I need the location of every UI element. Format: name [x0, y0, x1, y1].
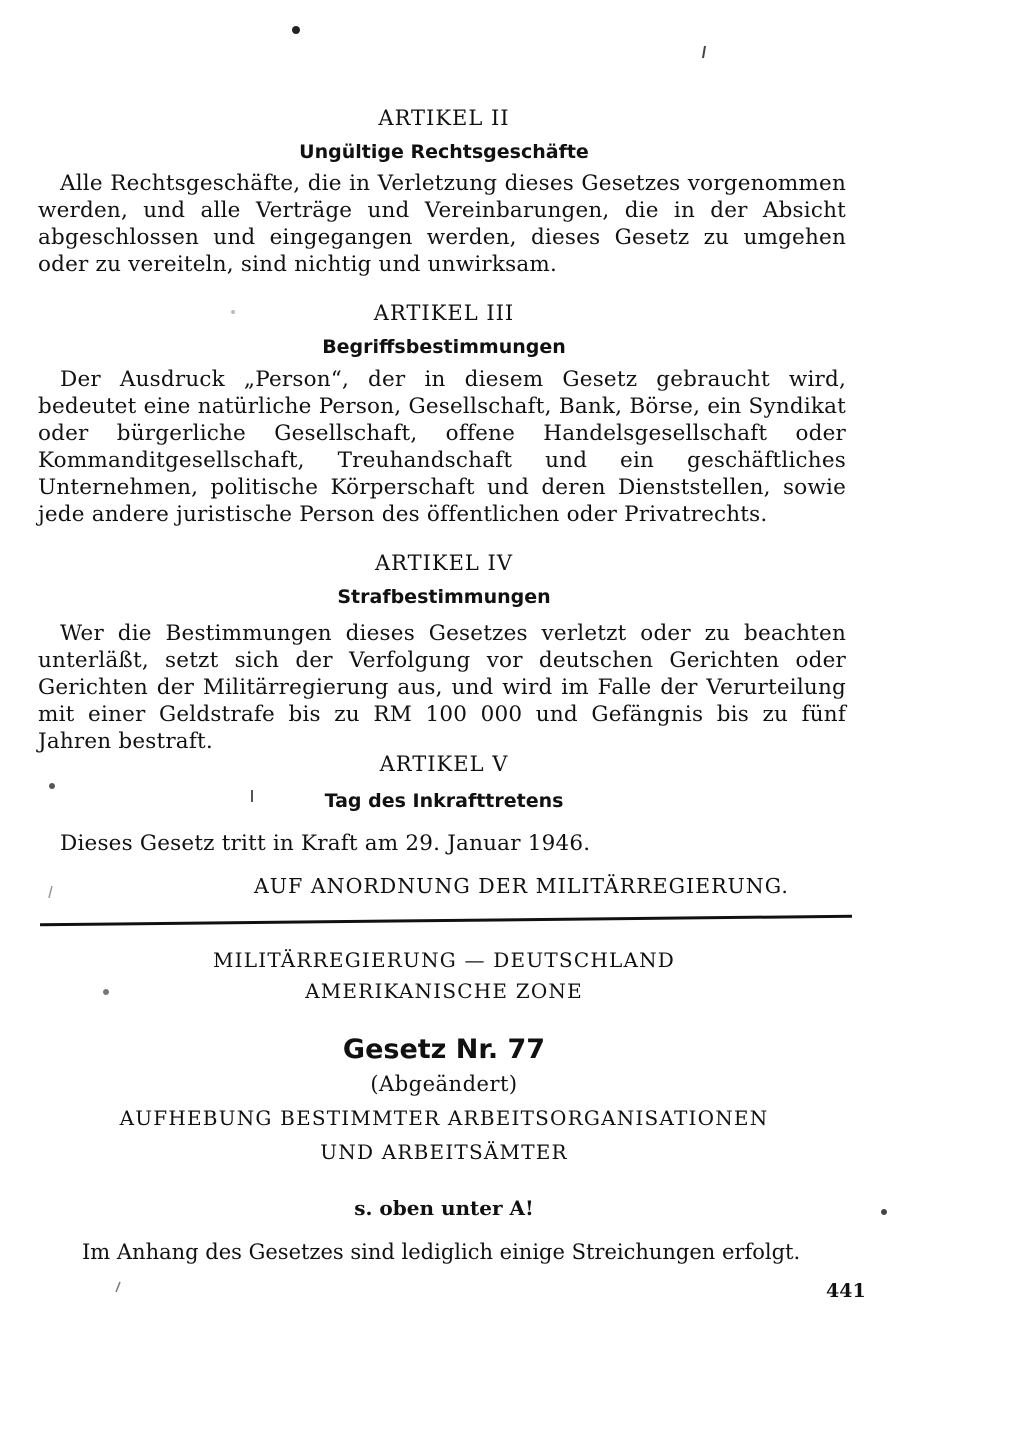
article-4-text: Wer die Bestimmungen dieses Gesetzes verletzt oder zu beachten unterläßt, setzt sich der Verfolgung vor deutschen Gerichten oder Gerichten der Militärregierung aus, und wird im Falle der Verurteilung mit einer Geldstrafe bis zu RM 100 000 und Gefängnis bis zu fünf Jahren bestraft. — [38, 621, 846, 754]
authority-line-2: AMERIKANISCHE ZONE — [305, 979, 583, 1003]
article-3-title: Begriffsbestimmungen — [322, 336, 566, 358]
law-title: Gesetz Nr. 77 — [342, 1034, 546, 1065]
article-2-text: Alle Rechtsgeschäfte, die in Verletzung dieses Gesetzes vorgenommen werden, und alle Verträge und Vereinbarungen, die in der Absicht abgeschlossen und eingegangen werden, dieses Gesetz zu umgehen oder zu vereiteln, sind nichtig und unwirksam. — [38, 171, 846, 277]
article-4-title: Strafbestimmungen — [337, 586, 551, 608]
law-amended-note: (Abgeändert) — [370, 1072, 518, 1096]
authority-line-1: MILITÄRREGIERUNG — DEUTSCHLAND — [212, 948, 676, 972]
article-2-title: Ungültige Rechtsgeschäfte — [299, 141, 589, 163]
article-3-text: Der Ausdruck „Person“, der in diesem Gesetz gebraucht wird, bedeutet eine natürliche Person, Gesellschaft, Bank, Börse, ein Syndikat oder bürgerliche Gesellschaft, offene Handelsgesellschaft oder Kommanditgesellschaft, Treuhandschaft und ein geschäftliches Unternehmen, politische Körperschaft und deren Dienststellen, sowie jede andere juristische Person des öffentlichen oder Privatrechts. — [38, 367, 846, 527]
article-2-heading: ARTIKEL II — [378, 106, 510, 130]
article-5-title: Tag des Inkrafttretens — [324, 790, 564, 812]
law-subject-line-1: AUFHEBUNG BESTIMMTER ARBEITSORGANISATIONEN — [119, 1106, 769, 1130]
law-subject-line-2: UND ARBEITSÄMTER — [320, 1140, 568, 1164]
article-5-text: Dieses Gesetz tritt in Kraft am 29. Januar 1946. — [60, 831, 591, 856]
law-reference: s. oben unter A! — [354, 1196, 534, 1220]
page-number: 441 — [826, 1280, 866, 1302]
article-4-heading: ARTIKEL IV — [374, 551, 513, 575]
order-line: AUF ANORDNUNG DER MILITÄRREGIERUNG. — [254, 874, 789, 898]
article-3-heading: ARTIKEL III — [373, 301, 515, 325]
law-note: Im Anhang des Gesetzes sind lediglich einige Streichungen erfolgt. — [82, 1240, 801, 1264]
article-5-heading: ARTIKEL V — [379, 752, 509, 776]
